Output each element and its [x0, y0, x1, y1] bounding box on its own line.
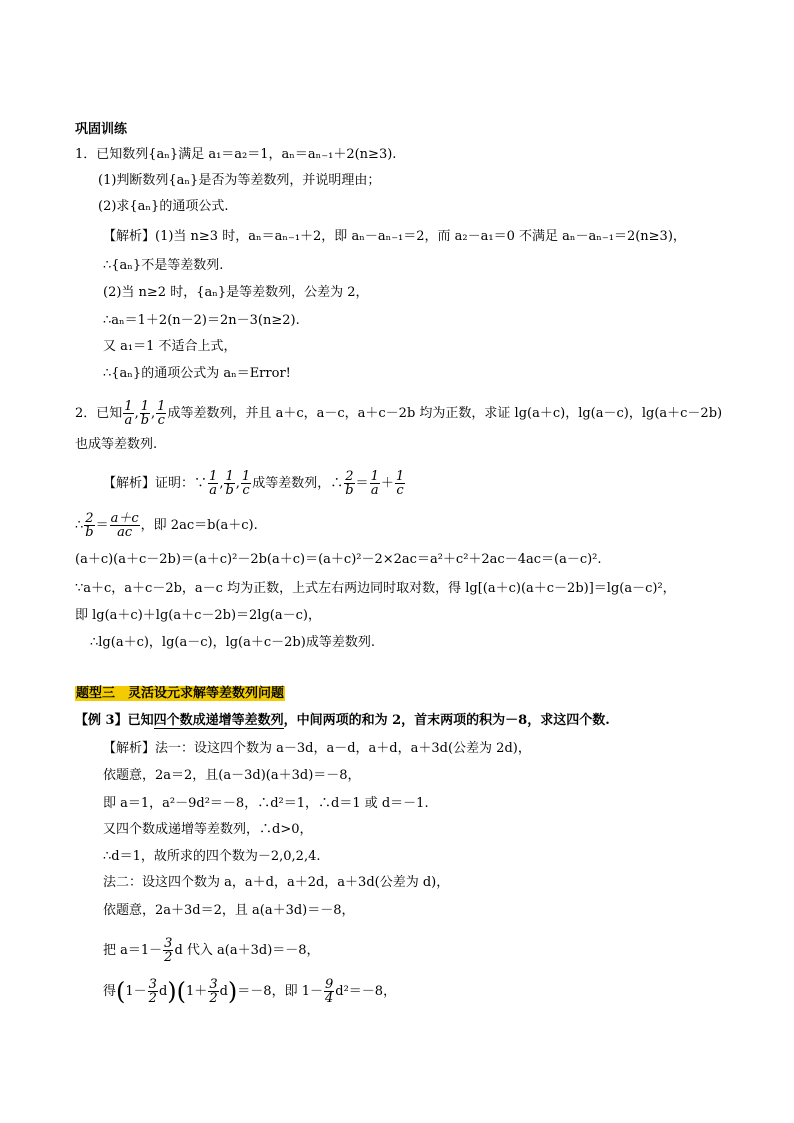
section-title: 巩固训练 [75, 122, 128, 137]
example3-stem: 【例 3】已知四个数成递增等差数列，中间两项的和为 2，首末两项的积为－8，求这四个数. [75, 713, 610, 728]
q2-solution-line1: 【解析】证明：∵ $\frac{1}{a}$ , $\frac{1}{b}$ , $\frac{1}{c}$ 成等差数列，∴ $\frac{2}{b}$ ＝ $\frac{1}{a}$ ＋ $\frac{1}{c}$ [103, 469, 405, 498]
example3-solution-line3: 即 a＝1，a²－9d²＝－8，∴d²＝1，∴d＝1 或 d＝－1. [103, 796, 429, 811]
fraction-3-over-2: $\frac{3}{2}$ [209, 977, 218, 1006]
fraction-3-over-2: $\frac{3}{2}$ [164, 936, 173, 965]
example3-solution-line6: 法二：设这四个数为 a，a＋d，a＋2d，a＋3d(公差为 d)， [103, 875, 450, 890]
fraction-1-over-b: $\frac{1}{b}$ [140, 399, 150, 428]
example3-solution-line2: 依题意，2a＝2，且(a－3d)(a＋3d)＝－8， [103, 768, 361, 783]
fraction-1-over-a: $\frac{1}{a}$ [124, 399, 133, 428]
example3-solution-line7: 依题意，2a＋3d＝2，且 a(a＋3d)＝－8， [103, 903, 355, 918]
q2-stem: 2．已知 $\frac{1}{a}$ , $\frac{1}{b}$ , $\frac{1}{c}$ 成等差数列，并且 a＋c，a－c，a＋c－2b 均为正数，求证 lg(a＋c)，lg(a－c)，lg(a＋c－2b) [75, 399, 723, 428]
fraction-2-over-b: $\frac{2}{b}$ [345, 469, 354, 498]
type3-heading: 题型三 灵活设元求解等差数列问题 [76, 686, 285, 701]
q2-stem-prefix: 2．已知 [75, 406, 123, 421]
q2-solution-line5: 即 lg(a＋c)＋lg(a＋c－2b)＝2lg(a－c)， [75, 608, 321, 623]
example3-solution-line4: 又四个数成递增等差数列，∴d>0， [103, 822, 313, 837]
fraction-1-over-a: $\frac{1}{a}$ [209, 469, 218, 498]
q1-part2: (2)求{aₙ}的通项公式. [98, 199, 229, 214]
q2-solution-line3: (a＋c)(a＋c－2b)＝(a＋c)²－2b(a＋c)＝(a＋c)²－2×2ac＝a²＋c²＋2ac－4ac＝(a－c)². [75, 552, 602, 567]
q1-solution-line5: 又 a₁＝1 不适合上式， [103, 339, 237, 354]
fraction-1-over-a: $\frac{1}{a}$ [370, 469, 379, 498]
q1-solution-line6: ∴{aₙ}的通项公式为 aₙ＝Error! [103, 366, 291, 381]
example3-solution-line5: ∴d＝1，故所求的四个数为－2,0,2,4. [103, 849, 321, 864]
q2-solution-line4: ∵a＋c，a＋c－2b，a－c 均为正数，上式左右两边同时取对数，得 lg[(a＋c)(a＋c－2b)]＝lg(a－c)²， [75, 581, 676, 596]
q1-solution-line4: ∴aₙ＝1＋2(n－2)＝2n－3(n≥2). [103, 313, 300, 328]
example3-solution-line9: 得(1－ $\frac{3}{2}$ d)(1＋ $\frac{3}{2}$ d)＝－8，即 1－ $\frac{9}{4}$ d²＝－8， [103, 977, 397, 1006]
q1-part1: (1)判断数列{aₙ}是否为等差数列，并说明理由； [98, 173, 381, 188]
fraction-1-over-c: $\frac{1}{c}$ [157, 399, 166, 428]
fraction-1-over-c: $\frac{1}{c}$ [395, 469, 405, 498]
q2-solution-line6: ∴lg(a＋c)，lg(a－c)，lg(a＋c－2b)成等差数列. [90, 635, 375, 650]
fraction-1-over-b: $\frac{1}{b}$ [225, 469, 234, 498]
fraction-9-over-4: $\frac{9}{4}$ [324, 977, 334, 1006]
q2-stem-suffix: 成等差数列，并且 a＋c，a－c，a＋c－2b 均为正数，求证 lg(a＋c)，lg(a－c)，lg(a＋c－2b) [167, 406, 723, 421]
q2-stem-line2: 也成等差数列. [75, 437, 158, 452]
q1-solution-line1: 【解析】(1)当 n≥3 时，aₙ＝aₙ₋₁＋2，即 aₙ－aₙ₋₁＝2，而 a₂－a₁＝0 不满足 aₙ－aₙ₋₁＝2(n≥3)， [103, 229, 686, 244]
q1-stem: 1．已知数列{aₙ}满足 a₁＝a₂＝1，aₙ＝aₙ₋₁＋2(n≥3). [75, 147, 397, 162]
example3-solution-line8: 把 a＝1－ $\frac{3}{2}$ d 代入 a(a＋3d)＝－8， [103, 936, 320, 965]
fraction-a-plus-c-over-ac: $\frac{a+c}{ac}$ [110, 511, 139, 540]
q1-solution-line2: ∴{aₙ}不是等差数列. [103, 258, 224, 273]
fraction-2-over-b: $\frac{2}{b}$ [85, 511, 94, 540]
example3-solution-line1: 【解析】法一：设这四个数为 a－3d，a－d，a＋d，a＋3d(公差为 2d)， [103, 741, 531, 756]
fraction-1-over-c: $\frac{1}{c}$ [241, 469, 251, 498]
q1-solution-line3: (2)当 n≥2 时，{aₙ}是等差数列，公差为 2， [103, 285, 369, 300]
q2-solution-line2: ∴ $\frac{2}{b}$ ＝ $\frac{a+c}{ac}$ ，即 2ac＝b(a＋c). [75, 511, 258, 540]
fraction-3-over-2: $\frac{3}{2}$ [148, 977, 157, 1006]
